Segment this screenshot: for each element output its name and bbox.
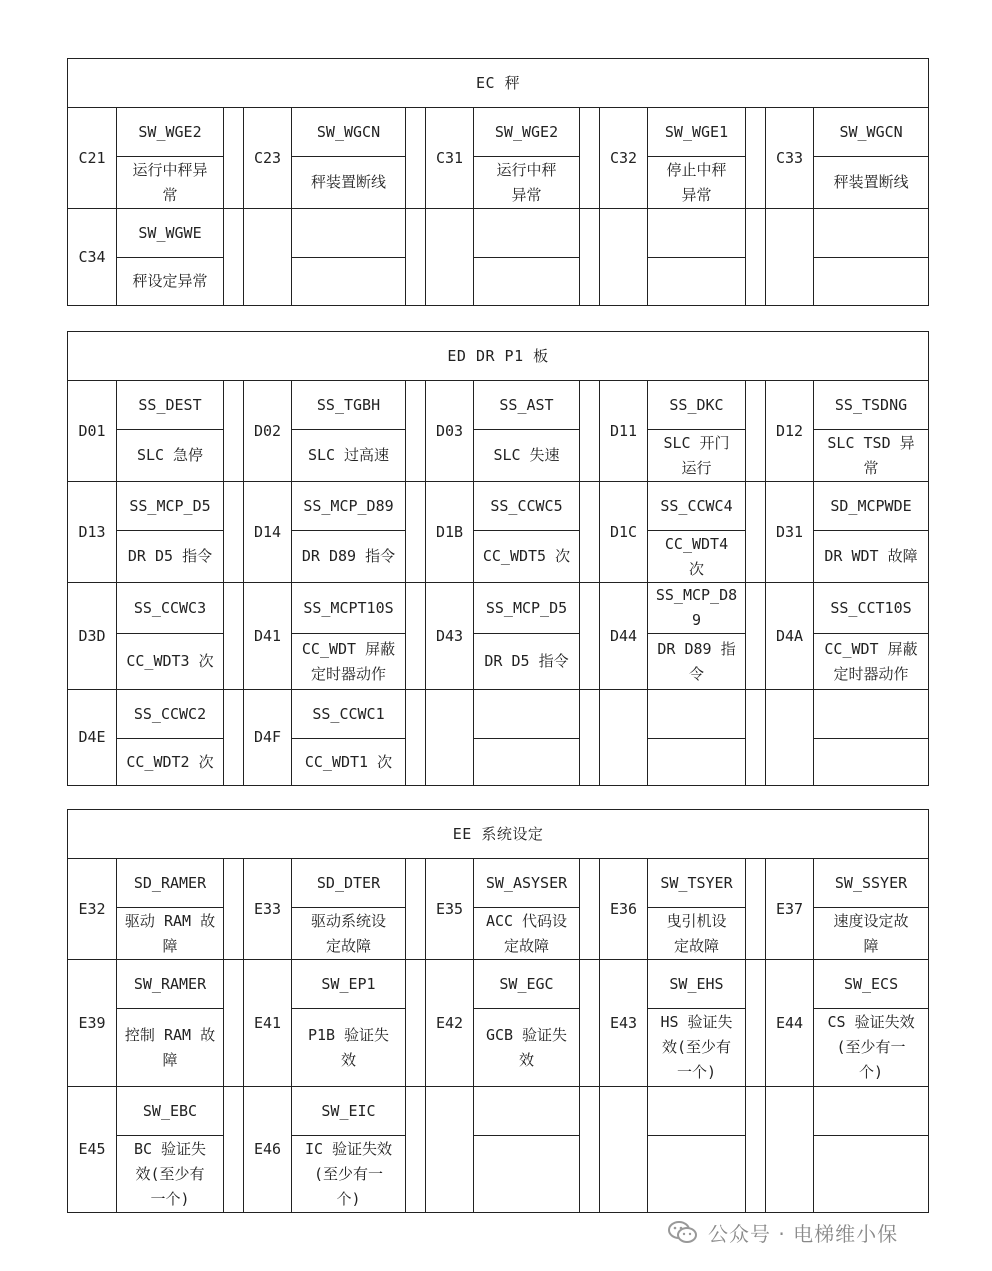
error-code (766, 1087, 814, 1213)
signal-name (814, 209, 929, 258)
fault-description: ACC 代码设 定故障 (474, 908, 580, 960)
fault-description (814, 1136, 929, 1213)
column-gap (224, 859, 244, 960)
column-gap (746, 1087, 766, 1213)
column-gap (406, 690, 426, 786)
signal-name: SW_WGWE (117, 209, 224, 258)
column-gap (224, 209, 244, 306)
error-code (766, 209, 814, 306)
fault-description: CC_WDT4 次 (648, 531, 746, 583)
signal-name: SS_CCWC3 (117, 583, 224, 634)
column-gap (580, 1087, 600, 1213)
fault-description: DR D89 指令 (292, 531, 406, 583)
signal-name: SS_MCPT10S (292, 583, 406, 634)
error-code (426, 209, 474, 306)
signal-name: SS_MCP_D8 9 (648, 583, 746, 634)
signal-name: SS_CCT10S (814, 583, 929, 634)
signal-name: SS_DKC (648, 381, 746, 430)
column-gap (224, 108, 244, 209)
column-gap (580, 859, 600, 960)
error-code: E33 (244, 859, 292, 960)
signal-name: SW_WGCN (292, 108, 406, 157)
error-code: C34 (68, 209, 117, 306)
fault-description: CC_WDT 屏蔽 定时器动作 (814, 634, 929, 690)
fault-description: CC_WDT2 次 (117, 739, 224, 786)
error-code (426, 1087, 474, 1213)
column-gap (406, 108, 426, 209)
column-gap (746, 381, 766, 482)
fault-description: CC_WDT1 次 (292, 739, 406, 786)
fault-description (814, 739, 929, 786)
column-gap (746, 690, 766, 786)
error-code: E32 (68, 859, 117, 960)
column-gap (580, 381, 600, 482)
column-gap (580, 690, 600, 786)
signal-name (648, 209, 746, 258)
signal-name: SW_EGC (474, 960, 580, 1009)
column-gap (746, 108, 766, 209)
column-gap (224, 1087, 244, 1213)
fault-description: 速度设定故 障 (814, 908, 929, 960)
column-gap (224, 690, 244, 786)
error-code (426, 690, 474, 786)
signal-name: SW_EIC (292, 1087, 406, 1136)
fault-description: 驱动 RAM 故 障 (117, 908, 224, 960)
signal-name: SW_TSYER (648, 859, 746, 908)
error-code: E37 (766, 859, 814, 960)
error-code: E35 (426, 859, 474, 960)
error-code: E45 (68, 1087, 117, 1213)
fault-description (648, 258, 746, 306)
error-code: D1C (600, 482, 648, 583)
fault-description: P1B 验证失 效 (292, 1009, 406, 1087)
signal-name (648, 1087, 746, 1136)
signal-name: SD_MCPWDE (814, 482, 929, 531)
signal-name: SD_RAMER (117, 859, 224, 908)
watermark-text: 公众号 · 电梯维小保 (708, 1221, 899, 1246)
error-code: D44 (600, 583, 648, 690)
column-gap (406, 859, 426, 960)
fault-description: CS 验证失效 (至少有一 个) (814, 1009, 929, 1087)
fault-description: 秤装置断线 (814, 157, 929, 209)
fault-description: HS 验证失 效(至少有 一个) (648, 1009, 746, 1087)
fault-description: SLC 失速 (474, 430, 580, 482)
signal-name: SS_CCWC5 (474, 482, 580, 531)
column-gap (406, 1087, 426, 1213)
signal-name: SS_MCP_D5 (117, 482, 224, 531)
error-code: E42 (426, 960, 474, 1087)
error-code: D13 (68, 482, 117, 583)
error-code (600, 1087, 648, 1213)
section-table (67, 58, 929, 306)
error-code (600, 209, 648, 306)
signal-name: SW_ECS (814, 960, 929, 1009)
error-code: D3D (68, 583, 117, 690)
signal-name: SD_DTER (292, 859, 406, 908)
fault-description (474, 258, 580, 306)
error-code: D12 (766, 381, 814, 482)
error-code: C33 (766, 108, 814, 209)
error-code (600, 690, 648, 786)
fault-description: CC_WDT5 次 (474, 531, 580, 583)
signal-name (814, 1087, 929, 1136)
signal-name (292, 209, 406, 258)
signal-name: SS_CCWC4 (648, 482, 746, 531)
error-code: E44 (766, 960, 814, 1087)
fault-description: 运行中秤 异常 (474, 157, 580, 209)
error-code: C21 (68, 108, 117, 209)
fault-description: SLC 急停 (117, 430, 224, 482)
column-gap (406, 381, 426, 482)
error-code: D01 (68, 381, 117, 482)
error-code: C23 (244, 108, 292, 209)
column-gap (746, 859, 766, 960)
signal-name: SS_MCP_D5 (474, 583, 580, 634)
error-code (766, 690, 814, 786)
section-table (67, 809, 929, 1213)
signal-name: SW_SSYER (814, 859, 929, 908)
column-gap (580, 209, 600, 306)
fault-description: CC_WDT 屏蔽 定时器动作 (292, 634, 406, 690)
column-gap (580, 583, 600, 690)
signal-name: SS_CCWC1 (292, 690, 406, 739)
fault-description: 控制 RAM 故 障 (117, 1009, 224, 1087)
signal-name: SS_DEST (117, 381, 224, 430)
signal-name (474, 1087, 580, 1136)
error-code: E46 (244, 1087, 292, 1213)
fault-description: 秤设定异常 (117, 258, 224, 306)
signal-name: SW_WGE2 (117, 108, 224, 157)
error-code (244, 209, 292, 306)
fault-description: DR D5 指令 (117, 531, 224, 583)
section-title: EC 秤 (68, 59, 929, 108)
column-gap (224, 960, 244, 1087)
fault-description: 运行中秤异 常 (117, 157, 224, 209)
signal-name (814, 690, 929, 739)
signal-name (474, 209, 580, 258)
signal-name: SW_EHS (648, 960, 746, 1009)
fault-description: 驱动系统设 定故障 (292, 908, 406, 960)
watermark (668, 1216, 968, 1248)
error-code: C32 (600, 108, 648, 209)
column-gap (406, 583, 426, 690)
fault-description (648, 739, 746, 786)
error-code: E41 (244, 960, 292, 1087)
error-code: D31 (766, 482, 814, 583)
signal-name (648, 690, 746, 739)
column-gap (224, 381, 244, 482)
fault-description: GCB 验证失 效 (474, 1009, 580, 1087)
fault-description: DR D5 指令 (474, 634, 580, 690)
error-code: D4E (68, 690, 117, 786)
signal-name: SW_WGE2 (474, 108, 580, 157)
section-title: EE 系统设定 (68, 810, 929, 859)
signal-name: SW_WGCN (814, 108, 929, 157)
fault-description (474, 739, 580, 786)
signal-name: SW_WGE1 (648, 108, 746, 157)
error-code: D11 (600, 381, 648, 482)
fault-description: SLC 开门 运行 (648, 430, 746, 482)
fault-description: DR WDT 故障 (814, 531, 929, 583)
fault-description: 秤装置断线 (292, 157, 406, 209)
signal-name: SS_CCWC2 (117, 690, 224, 739)
signal-name: SW_EP1 (292, 960, 406, 1009)
signal-name: SS_MCP_D89 (292, 482, 406, 531)
fault-description: 停止中秤 异常 (648, 157, 746, 209)
column-gap (746, 209, 766, 306)
column-gap (580, 108, 600, 209)
error-code: D43 (426, 583, 474, 690)
error-code: D1B (426, 482, 474, 583)
column-gap (746, 482, 766, 583)
fault-description: CC_WDT3 次 (117, 634, 224, 690)
signal-name: SS_TSDNG (814, 381, 929, 430)
column-gap (580, 960, 600, 1087)
fault-description (814, 258, 929, 306)
error-code: E43 (600, 960, 648, 1087)
column-gap (746, 583, 766, 690)
fault-description: BC 验证失 效(至少有 一个) (117, 1136, 224, 1213)
fault-description: SLC TSD 异 常 (814, 430, 929, 482)
signal-name: SS_AST (474, 381, 580, 430)
error-code: D14 (244, 482, 292, 583)
fault-description: 曳引机设 定故障 (648, 908, 746, 960)
column-gap (224, 583, 244, 690)
section-table (67, 331, 929, 786)
signal-name: SW_RAMER (117, 960, 224, 1009)
fault-description: IC 验证失效 (至少有一 个) (292, 1136, 406, 1213)
error-code: D4A (766, 583, 814, 690)
fault-description: SLC 过高速 (292, 430, 406, 482)
error-code: D02 (244, 381, 292, 482)
error-code: C31 (426, 108, 474, 209)
signal-name: SW_ASYSER (474, 859, 580, 908)
column-gap (406, 482, 426, 583)
column-gap (406, 960, 426, 1087)
error-code: D41 (244, 583, 292, 690)
signal-name: SS_TGBH (292, 381, 406, 430)
column-gap (224, 482, 244, 583)
column-gap (580, 482, 600, 583)
fault-description (292, 258, 406, 306)
column-gap (746, 960, 766, 1087)
signal-name (474, 690, 580, 739)
wechat-icon (668, 1220, 698, 1244)
section-title: ED DR P1 板 (68, 332, 929, 381)
error-code: D4F (244, 690, 292, 786)
fault-description (474, 1136, 580, 1213)
signal-name: SW_EBC (117, 1087, 224, 1136)
fault-description: DR D89 指 令 (648, 634, 746, 690)
error-code: D03 (426, 381, 474, 482)
error-code: E39 (68, 960, 117, 1087)
error-code: E36 (600, 859, 648, 960)
column-gap (406, 209, 426, 306)
fault-description (648, 1136, 746, 1213)
